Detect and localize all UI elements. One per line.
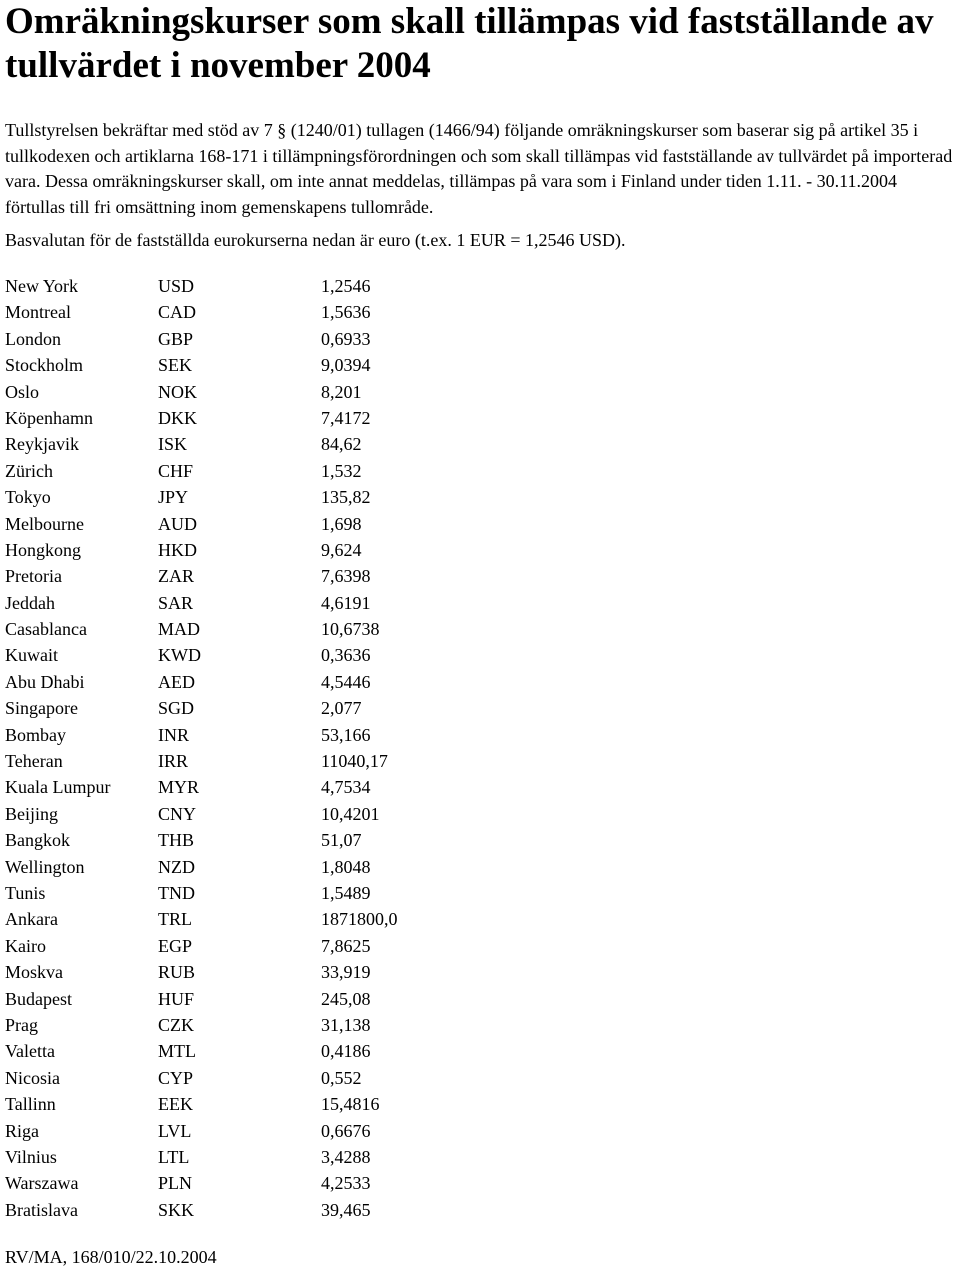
- table-row: [5, 1170, 471, 1196]
- city-cell: Montreal: [5, 302, 71, 323]
- document-page: [5, 0, 955, 1223]
- currency-code-cell: SGD: [158, 698, 195, 719]
- currency-code-cell: TND: [158, 882, 195, 903]
- table-row: [5, 511, 471, 537]
- table-row: [5, 986, 471, 1012]
- city-cell: Wellington: [5, 856, 85, 877]
- currency-code-cell: KWD: [158, 645, 201, 666]
- rate-cell: 4,7534: [321, 777, 371, 798]
- currency-code-cell: CHF: [158, 460, 194, 481]
- rate-cell: 39,465: [321, 1199, 371, 1220]
- rate-cell: 1,698: [321, 513, 362, 534]
- table-row: [5, 273, 471, 299]
- rate-cell: 33,919: [321, 962, 371, 983]
- city-cell: Tokyo: [5, 487, 51, 508]
- currency-code-cell: USD: [158, 276, 195, 296]
- rate-cell: 0,552: [321, 1067, 362, 1088]
- currency-code-cell: PLN: [158, 1173, 193, 1194]
- city-cell: Oslo: [5, 381, 40, 402]
- table-row: [5, 405, 471, 431]
- currency-code-cell: TRL: [158, 909, 192, 930]
- city-cell: Prag: [5, 1014, 38, 1035]
- table-row: [5, 352, 471, 378]
- currency-code-cell: CAD: [158, 302, 197, 323]
- currency-code-cell: MAD: [158, 619, 201, 640]
- currency-code-cell: EGP: [158, 935, 193, 956]
- table-row: [5, 669, 471, 695]
- table-row: [5, 827, 471, 853]
- rate-cell: 3,4288: [321, 1146, 371, 1167]
- currency-code-cell: HKD: [158, 539, 197, 560]
- table-row: [5, 1012, 471, 1038]
- exchange-rate-table: [5, 273, 471, 1223]
- intro-paragraph: Tullstyrelsen bekräftar med stöd av 7 § (1240/01) tullagen (1466/94) följande omräkningskurser som baserar sig på artikel 35 i tullkodexen och artiklarna 168-171 i tillämpningsförordningen och som skall tillämpas vid fastställande av tullvärdet på importerad vara. Dessa omräkningskurser skall, om inte annat meddelas, tillämpas på vara som i Finland under tiden 1.11. - 30.11.2004 förtullas till fri omsättning inom gemenskapens tullområde.: [5, 120, 953, 217]
- rate-cell: 0,6676: [321, 1120, 371, 1141]
- rate-cell: 1,5636: [321, 302, 371, 323]
- rate-cell: 245,08: [321, 988, 371, 1009]
- table-row: [5, 933, 471, 959]
- currency-code-cell: INR: [158, 724, 189, 745]
- city-cell: Riga: [5, 1120, 39, 1141]
- table-row: [5, 642, 471, 668]
- rate-cell: 1,532: [321, 460, 362, 481]
- city-cell: Stockholm: [5, 355, 84, 376]
- table-row: [5, 563, 471, 589]
- currency-code-cell: LVL: [158, 1120, 192, 1141]
- currency-code-cell: GBP: [158, 328, 194, 349]
- table-row: [5, 326, 471, 352]
- rate-cell: 15,4816: [321, 1094, 380, 1115]
- rate-cell: 31,138: [321, 1014, 371, 1035]
- table-row: [5, 880, 471, 906]
- rate-cell: 4,6191: [321, 592, 371, 613]
- page-title: Omräkningskurser som skall tillämpas vid fastställande av tullvärdet i november 2004: [5, 1, 934, 86]
- currency-code-cell: AED: [158, 671, 195, 692]
- city-cell: Hongkong: [5, 539, 81, 560]
- rate-cell: 0,4186: [321, 1041, 371, 1062]
- rate-cell: 1,8048: [321, 856, 371, 877]
- rate-cell: 1,2546: [321, 276, 371, 296]
- city-cell: Tallinn: [5, 1094, 56, 1115]
- table-row: [5, 1038, 471, 1064]
- currency-code-cell: NZD: [158, 856, 195, 877]
- rate-cell: 0,6933: [321, 328, 371, 349]
- city-cell: Vilnius: [5, 1146, 57, 1167]
- currency-code-cell: SKK: [158, 1199, 195, 1220]
- rate-cell: 1871800,0: [321, 909, 398, 930]
- city-cell: Kuwait: [5, 645, 58, 666]
- rate-cell: 10,6738: [321, 619, 380, 640]
- rate-cell: 84,62: [321, 434, 362, 455]
- currency-code-cell: CYP: [158, 1067, 194, 1088]
- table-row: [5, 1065, 471, 1091]
- rate-cell: 11040,17: [321, 751, 388, 772]
- table-row: [5, 1197, 471, 1223]
- table-row: [5, 1144, 471, 1170]
- city-cell: Melbourne: [5, 513, 84, 534]
- rate-cell: 0,3636: [321, 645, 371, 666]
- city-cell: Teheran: [5, 751, 63, 772]
- rate-cell: 1,5489: [321, 882, 371, 903]
- rate-cell: 2,077: [321, 698, 362, 719]
- table-row: [5, 537, 471, 563]
- table-row: [5, 1091, 471, 1117]
- table-row: [5, 616, 471, 642]
- city-cell: Singapore: [5, 698, 78, 719]
- table-row: [5, 722, 471, 748]
- table-row: [5, 484, 471, 510]
- city-cell: Moskva: [5, 962, 63, 983]
- city-cell: Bratislava: [5, 1199, 78, 1220]
- currency-code-cell: ZAR: [158, 566, 194, 587]
- table-row: [5, 906, 471, 932]
- city-cell: London: [5, 328, 61, 349]
- city-cell: Zürich: [5, 460, 53, 481]
- rate-cell: 4,5446: [321, 671, 371, 692]
- currency-code-cell: EEK: [158, 1094, 193, 1115]
- currency-code-cell: RUB: [158, 962, 196, 983]
- rate-cell: 7,8625: [321, 935, 371, 956]
- currency-code-cell: AUD: [158, 513, 197, 534]
- currency-code-cell: DKK: [158, 407, 197, 428]
- rate-cell: 51,07: [321, 830, 362, 851]
- table-row: [5, 959, 471, 985]
- city-cell: Casablanca: [5, 619, 87, 640]
- currency-code-cell: SEK: [158, 355, 193, 376]
- rate-cell: 8,201: [321, 381, 362, 402]
- city-cell: Pretoria: [5, 566, 62, 587]
- city-cell: Ankara: [5, 909, 58, 930]
- currency-code-cell: LTL: [158, 1146, 190, 1167]
- city-cell: Warszawa: [5, 1173, 79, 1194]
- currency-code-cell: CNY: [158, 803, 197, 824]
- document-reference: RV/MA, 168/010/22.10.2004: [5, 1247, 217, 1267]
- currency-code-cell: JPY: [158, 487, 189, 508]
- city-cell: Nicosia: [5, 1067, 60, 1088]
- currency-code-cell: CZK: [158, 1014, 194, 1035]
- table-row: [5, 1118, 471, 1144]
- currency-code-cell: IRR: [158, 751, 189, 772]
- rate-cell: 4,2533: [321, 1173, 371, 1194]
- table-row: [5, 801, 471, 827]
- city-cell: Valetta: [5, 1041, 55, 1062]
- rate-cell: 7,4172: [321, 407, 371, 428]
- city-cell: Köpenhamn: [5, 407, 93, 428]
- city-cell: Tunis: [5, 882, 46, 903]
- rate-cell: 10,4201: [321, 803, 380, 824]
- city-cell: Jeddah: [5, 592, 55, 613]
- rate-cell: 7,6398: [321, 566, 371, 587]
- table-row: [5, 774, 471, 800]
- exchange-rate-table-body: [5, 273, 471, 1223]
- city-cell: Reykjavik: [5, 434, 79, 455]
- city-cell: Beijing: [5, 803, 58, 824]
- city-cell: Kairo: [5, 935, 46, 956]
- table-row: [5, 458, 471, 484]
- currency-code-cell: MTL: [158, 1041, 196, 1062]
- currency-code-cell: SAR: [158, 592, 194, 613]
- city-cell: New York: [5, 276, 79, 296]
- rate-cell: 9,624: [321, 539, 362, 560]
- rate-cell: 9,0394: [321, 355, 371, 376]
- city-cell: Kuala Lumpur: [5, 777, 111, 798]
- currency-code-cell: THB: [158, 830, 194, 851]
- city-cell: Abu Dhabi: [5, 671, 85, 692]
- table-row: [5, 299, 471, 325]
- currency-code-cell: ISK: [158, 434, 188, 455]
- currency-code-cell: MYR: [158, 777, 200, 798]
- table-row: [5, 379, 471, 405]
- table-row: [5, 854, 471, 880]
- base-currency-note: Basvalutan för de fastställda eurokurserna nedan är euro (t.ex. 1 EUR = 1,2546 USD).: [5, 230, 626, 250]
- city-cell: Budapest: [5, 988, 72, 1009]
- city-cell: Bangkok: [5, 830, 70, 851]
- rate-cell: 135,82: [321, 487, 371, 508]
- table-row: [5, 695, 471, 721]
- table-row: [5, 748, 471, 774]
- table-row: [5, 431, 471, 457]
- rate-cell: 53,166: [321, 724, 371, 745]
- city-cell: Bombay: [5, 724, 66, 745]
- table-row: [5, 590, 471, 616]
- currency-code-cell: NOK: [158, 381, 197, 402]
- currency-code-cell: HUF: [158, 988, 195, 1009]
